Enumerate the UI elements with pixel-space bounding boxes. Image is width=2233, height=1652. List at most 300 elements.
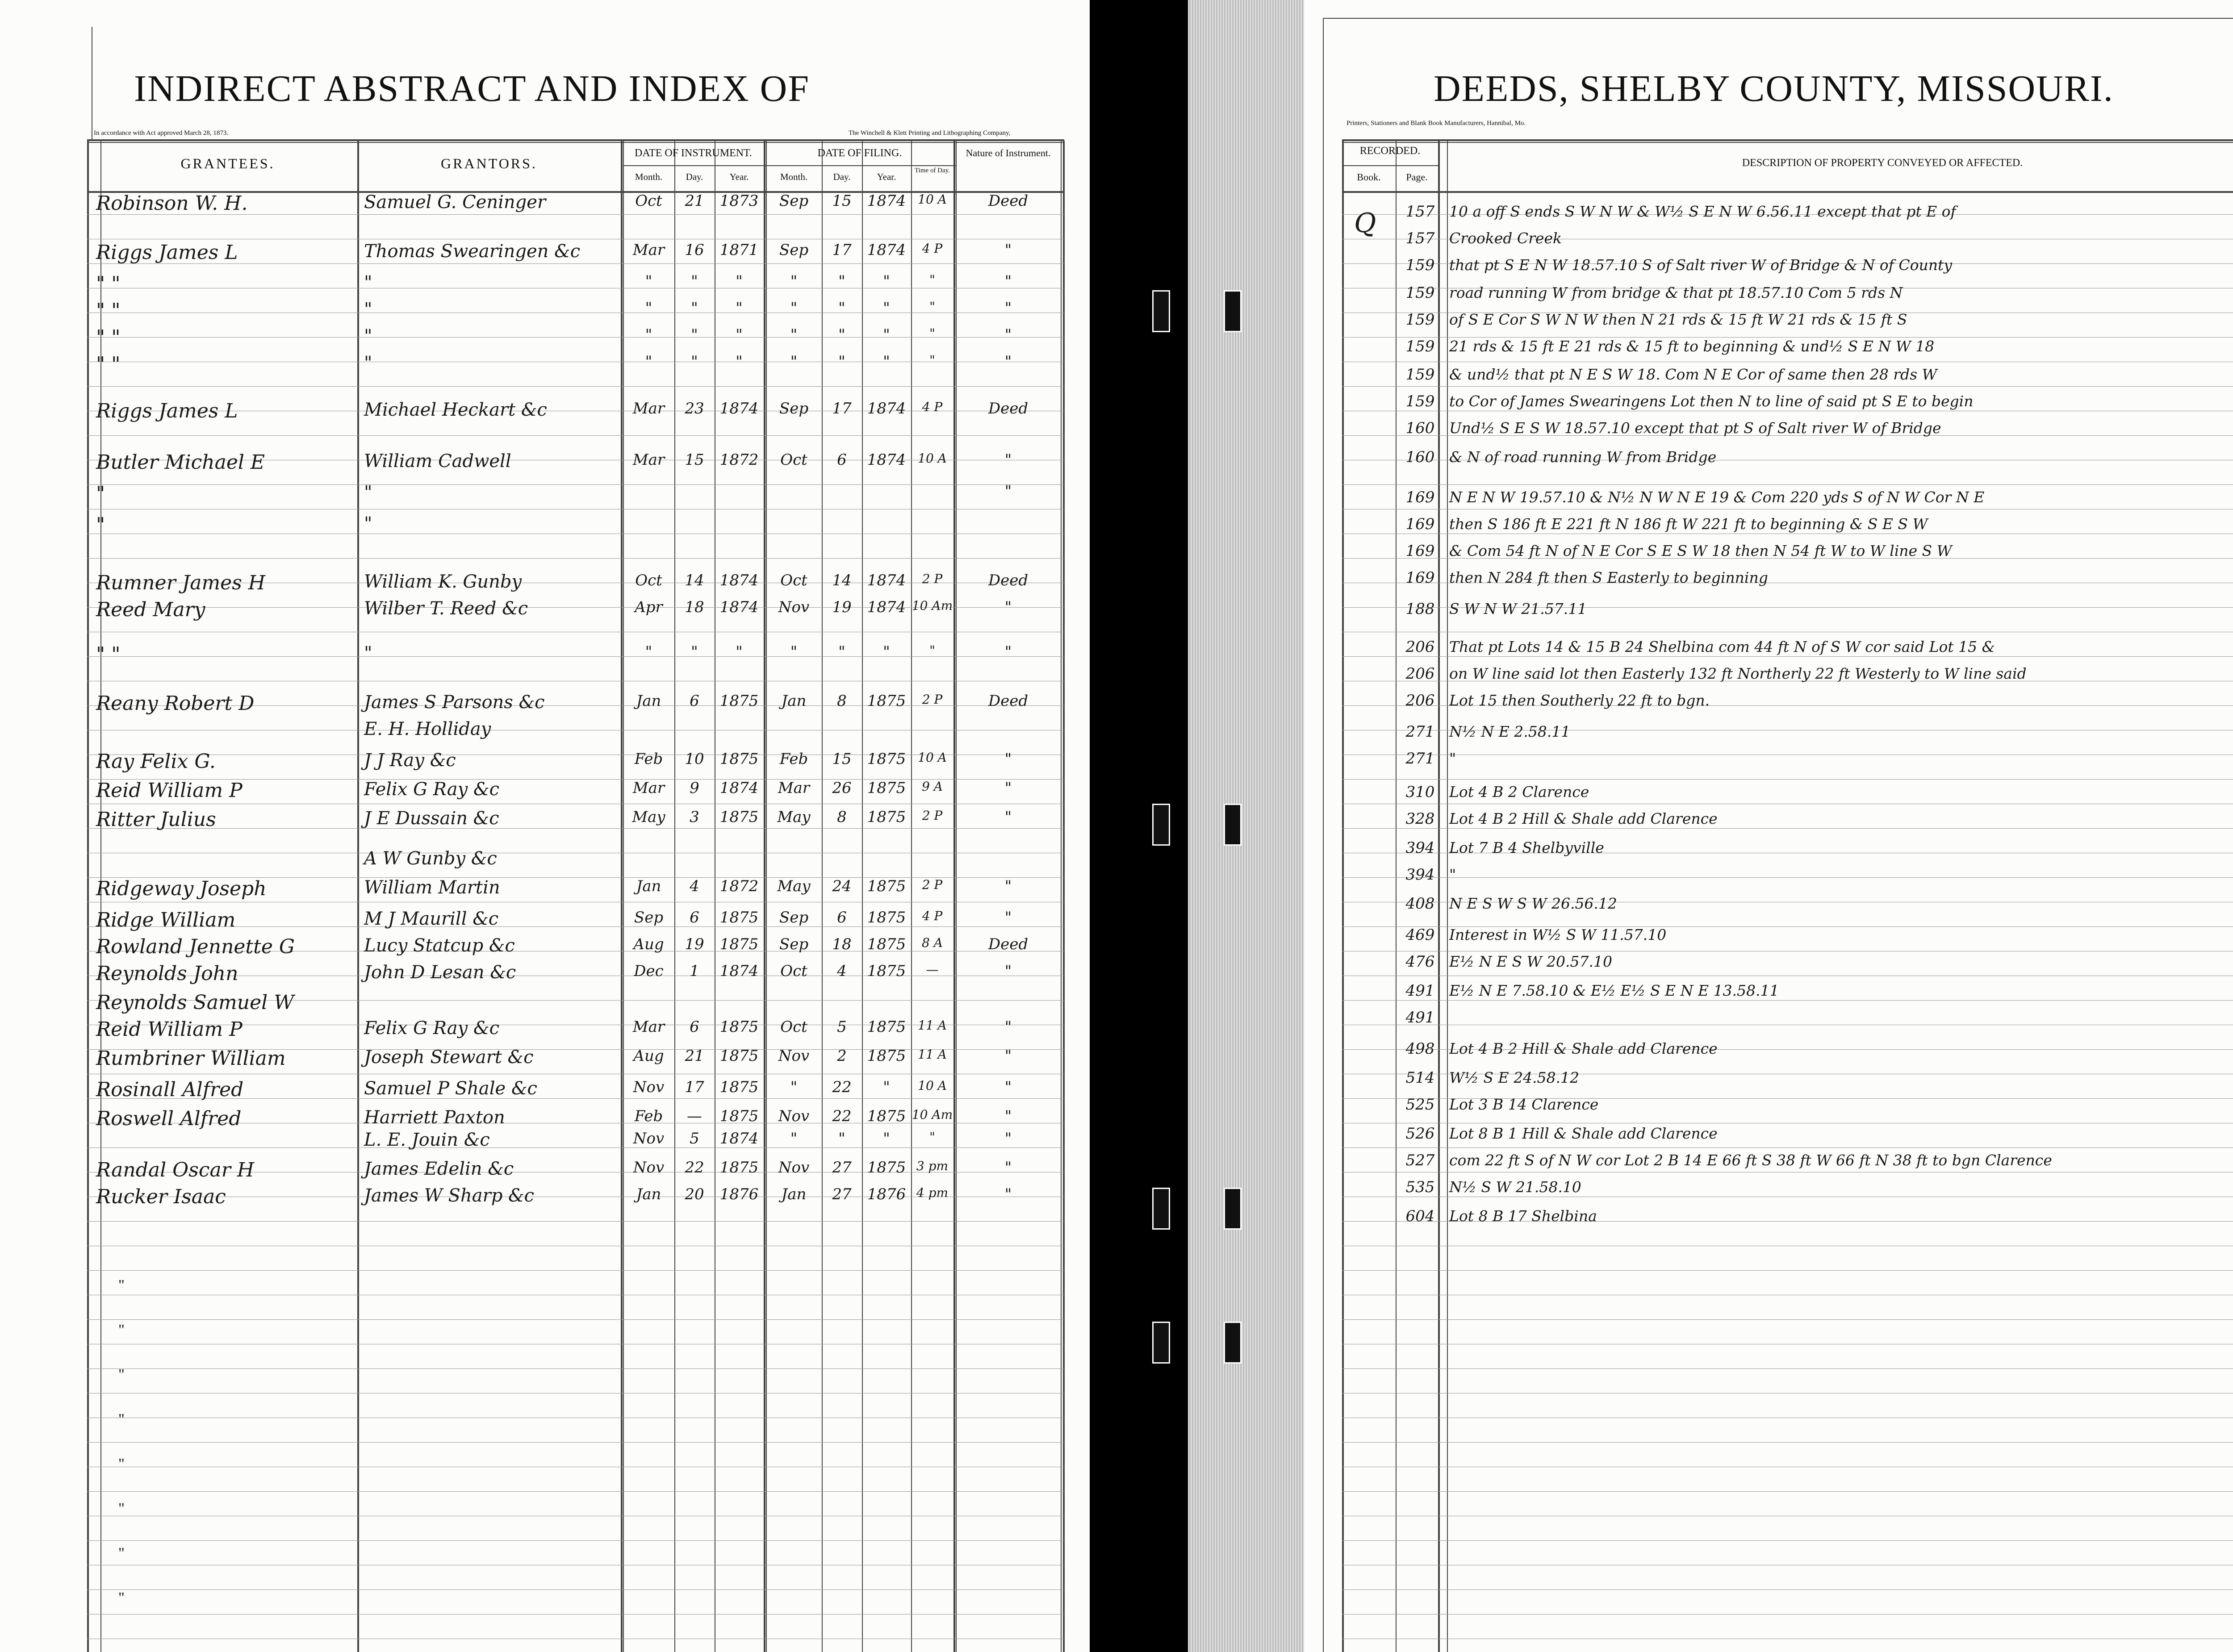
ruled-line: [87, 386, 1064, 387]
instrument-day: 15: [685, 451, 704, 469]
instrument-day: 21: [685, 192, 704, 210]
instrument-day: 5: [690, 1130, 699, 1147]
property-description: That pt Lots 14 & 15 B 24 Shelbina com 44 ft N of S W cor said Lot 15 &: [1449, 638, 1995, 655]
instrument-year: 1875: [719, 808, 759, 826]
property-description: Lot 4 B 2 Hill & Shale add Clarence: [1449, 1040, 1718, 1057]
instrument-day: ": [691, 272, 698, 290]
instrument-month: ": [645, 326, 652, 344]
instrument-year: 1875: [719, 1018, 759, 1036]
instrument-nature: Deed: [988, 400, 1029, 417]
top-rule: [1323, 18, 2233, 19]
filing-time: 2 P: [922, 877, 943, 892]
filing-day: 22: [832, 1107, 852, 1125]
instrument-month: Mar: [632, 400, 665, 417]
grantee-name: Roswell Alfred: [96, 1107, 242, 1130]
grantee-name: Rowland Jennette G: [96, 935, 295, 958]
filing-time: 4 pm: [916, 1185, 949, 1200]
instrument-nature: ": [1004, 1185, 1012, 1203]
binding-hole: [1152, 1322, 1170, 1364]
grantee-name: Ridgeway Joseph: [96, 877, 267, 900]
ruled-line: [87, 1270, 1064, 1271]
binding-hole: [1224, 1322, 1242, 1364]
instrument-nature: ": [1004, 299, 1012, 317]
instrument-nature: ": [1004, 1159, 1012, 1176]
recorded-page-number: 469: [1405, 926, 1435, 944]
ruled-line: [87, 1442, 1064, 1443]
property-description: Lot 4 B 2 Clarence: [1449, 783, 1589, 801]
header-rule: [1342, 142, 2233, 143]
instrument-year: 1875: [719, 935, 759, 953]
property-description: & N of road running W from Bridge: [1449, 448, 1717, 466]
property-description: Lot 3 B 14 Clarence: [1449, 1096, 1599, 1113]
filing-day: ": [838, 1130, 845, 1147]
property-description: Lot 8 B 17 Shelbina: [1449, 1207, 1597, 1225]
grantee-name: " ": [96, 353, 121, 375]
ruled-line: [87, 484, 1064, 485]
filing-day: 8: [837, 808, 847, 826]
instrument-year: 1875: [719, 909, 759, 926]
filing-day: 8: [837, 692, 847, 710]
left-ledger-page: [0, 0, 1090, 1652]
instrument-month: Jan: [636, 692, 661, 710]
instrument-nature: Deed: [988, 572, 1029, 589]
recorded-page-number: 160: [1405, 419, 1435, 437]
column-rule: [621, 141, 623, 1652]
filing-month: May: [777, 808, 811, 826]
instrument-day: 3: [690, 808, 699, 826]
ruled-line: [87, 1319, 1064, 1320]
ruled-line: [87, 828, 1064, 829]
instrument-year: 1876: [719, 1185, 759, 1203]
grantee-name: Riggs James L: [96, 241, 238, 264]
instrument-year: 1875: [719, 1159, 759, 1176]
instrument-nature: ": [1004, 1018, 1012, 1036]
filing-time: ": [929, 326, 935, 341]
filing-day: 22: [832, 1078, 852, 1096]
date-instrument-header: DATE OF INSTRUMENT.: [635, 147, 752, 159]
instrument-year: 1875: [719, 692, 759, 710]
property-description: Interest in W½ S W 11.57.10: [1449, 926, 1667, 943]
grantee-name: Riggs James L: [96, 400, 238, 422]
filing-month: Jan: [781, 692, 807, 710]
instrument-month: Mar: [632, 1018, 665, 1036]
ruled-line: [87, 1589, 1064, 1590]
grantor-name: Samuel G. Ceninger: [364, 192, 546, 213]
ruled-line: [87, 1147, 1064, 1148]
instrument-nature: ": [1004, 353, 1012, 371]
instrument-nature: ": [1004, 1078, 1012, 1096]
instrument-month: Nov: [633, 1130, 665, 1147]
property-description: N E S W S W 26.56.12: [1449, 895, 1617, 912]
instrument-month: ": [645, 272, 652, 290]
filing-month: Jan: [781, 1185, 807, 1203]
grantor-name: Samuel P Shale &c: [364, 1078, 537, 1099]
filing-day: 6: [837, 451, 847, 469]
instrument-year: 1874: [719, 572, 759, 589]
instrument-day: 17: [685, 1078, 704, 1096]
instrument-day: —: [687, 1107, 702, 1125]
filing-day: 15: [832, 192, 852, 210]
filing-month: May: [777, 877, 811, 895]
instrument-day: 21: [685, 1047, 704, 1065]
property-description: E½ N E 7.58.10 & E½ E½ S E N E 13.58.11: [1449, 982, 1779, 999]
grantor-name: William Martin: [364, 877, 500, 898]
recorded-page-number: 157: [1405, 229, 1435, 247]
ruled-line: [1342, 1147, 2233, 1148]
filing-month: Oct: [780, 451, 807, 469]
recorded-page-number: 271: [1405, 723, 1435, 741]
filing-month: Oct: [780, 572, 807, 589]
filing-year: 1875: [867, 1107, 906, 1125]
filing-day: 19: [832, 598, 852, 616]
header-rule: [1342, 139, 2233, 141]
instrument-month: Feb: [634, 750, 663, 768]
recorded-page-number: 206: [1405, 692, 1435, 709]
grantor-name: Felix G Ray &c: [364, 779, 499, 800]
recorded-page-number: 159: [1405, 366, 1435, 384]
instrument-day: 6: [690, 692, 699, 710]
left-page-title: INDIRECT ABSTRACT AND INDEX OF: [134, 68, 810, 109]
property-description: Lot 15 then Southerly 22 ft to bgn.: [1449, 692, 1710, 709]
instrument-month: ": [645, 353, 652, 371]
property-description: on W line said lot then Easterly 132 ft Northerly 22 ft Westerly to W line said: [1449, 665, 2027, 682]
instrument-month: Feb: [634, 1107, 663, 1125]
grantee-name: Rosinall Alfred: [96, 1078, 244, 1101]
filing-year: 1875: [867, 1159, 906, 1176]
instrument-year: 1875: [719, 750, 759, 768]
recorded-page-number: 526: [1405, 1125, 1435, 1143]
property-description: N E N W 19.57.10 & N½ N W N E 19 & Com 220 yds S of N W Cor N E: [1449, 488, 1985, 506]
filing-month: ": [790, 1130, 798, 1147]
filing-year: 1875: [867, 808, 906, 826]
ruled-line: [87, 558, 1064, 559]
recorded-page-number: 206: [1405, 665, 1435, 683]
filing-year: 1874: [867, 192, 906, 210]
grantor-name: ": [364, 482, 372, 503]
column-rule: [1063, 141, 1065, 1652]
instrument-year: ": [736, 353, 743, 371]
instrument-day: 6: [690, 909, 699, 926]
filing-day: 27: [832, 1159, 852, 1176]
time-of-day-header: Time of Day.: [915, 167, 950, 174]
instrument-month: Aug: [633, 935, 664, 953]
header-rule: [87, 139, 1064, 141]
filing-year: 1875: [867, 750, 906, 768]
grantee-name: Reynolds John: [96, 962, 238, 985]
instrument-year: 1875: [719, 1107, 759, 1125]
filing-month: Sep: [779, 400, 809, 417]
book-letter: Q: [1354, 208, 1376, 239]
recorded-page-number: 408: [1405, 895, 1435, 913]
instrument-nature: ": [1004, 909, 1012, 926]
filing-year: 1874: [867, 241, 906, 259]
grantee-name: Reid William P: [96, 1018, 243, 1041]
grantee-name: Ridge William: [96, 909, 236, 931]
filing-day: ": [838, 299, 845, 317]
ruled-line: [1342, 1589, 2233, 1590]
grantee-name: Randal Oscar H: [96, 1159, 255, 1181]
filing-year: 1875: [867, 962, 906, 980]
year-header: Year.: [729, 171, 749, 182]
recorded-page-number: 394: [1405, 839, 1435, 857]
property-description: road running W from bridge & that pt 18.57.10 Com 5 rds N: [1449, 284, 1903, 301]
instrument-day: 14: [685, 572, 704, 589]
instrument-year: 1874: [719, 962, 759, 980]
property-description: Lot 4 B 2 Hill & Shale add Clarence: [1449, 810, 1718, 827]
instrument-year: ": [736, 643, 743, 661]
recorded-page-number: 476: [1405, 953, 1435, 971]
instrument-month: ": [645, 643, 652, 661]
filing-day: 5: [837, 1018, 847, 1036]
grantor-name: William Cadwell: [364, 451, 511, 471]
header-rule: [1342, 165, 1439, 166]
recorded-page-number: 159: [1405, 338, 1435, 355]
grantor-name: Lucy Statcup &c: [364, 935, 515, 956]
ditto-mark: ": [118, 1322, 125, 1338]
binding-hole: [1224, 1188, 1242, 1230]
filing-year: ": [883, 353, 890, 371]
recorded-page-number: 271: [1405, 750, 1435, 768]
binding-hole: [1224, 290, 1242, 332]
filing-year: 1875: [867, 692, 906, 710]
filing-time: 10 Am: [912, 1107, 953, 1122]
filing-year: 1875: [867, 877, 906, 895]
column-rule: [1447, 141, 1448, 1652]
recorded-page-number: 159: [1405, 284, 1435, 302]
filing-year: 1876: [867, 1185, 906, 1203]
ruled-line: [1342, 1270, 2233, 1271]
filing-time: —: [926, 962, 939, 977]
instrument-month: Nov: [633, 1159, 665, 1176]
filing-month: Mar: [778, 779, 810, 797]
filing-time: 4 P: [922, 241, 943, 256]
filing-day: ": [838, 353, 845, 371]
grantee-name: " ": [96, 272, 121, 295]
grantor-name: ": [364, 513, 372, 534]
instrument-year: 1874: [719, 1130, 759, 1147]
grantor-name: M J Maurill &c: [364, 909, 499, 929]
filing-day: 18: [832, 935, 852, 953]
header-rule: [1342, 191, 2233, 193]
ruled-line: [87, 1368, 1064, 1369]
grantor-name: James Edelin &c: [364, 1159, 514, 1179]
ditto-mark: ": [118, 1456, 125, 1472]
ruled-line: [1342, 1442, 2233, 1443]
filing-time: ": [929, 643, 935, 658]
grantee-name: Reany Robert D: [96, 692, 255, 715]
filing-month-header: Month.: [780, 171, 808, 182]
grantor-name: ": [364, 326, 372, 346]
instrument-month: Dec: [634, 962, 664, 980]
recorded-page-number: 491: [1405, 982, 1435, 1000]
property-description: N½ S W 21.58.10: [1449, 1178, 1581, 1196]
grantor-name: ": [364, 353, 372, 373]
ruled-line: [1342, 656, 2233, 657]
grantee-name: Robinson W. H.: [96, 192, 248, 215]
instrument-year: ": [736, 272, 743, 290]
filing-time: ": [929, 1130, 935, 1144]
instrument-year: 1872: [719, 877, 759, 895]
filing-time: 11 A: [918, 1047, 947, 1062]
grantor-name: William K. Gunby: [364, 572, 522, 592]
ruled-line: [1342, 484, 2233, 485]
ruled-line: [1342, 1540, 2233, 1541]
day-header: Day.: [686, 171, 703, 182]
instrument-nature: ": [1004, 808, 1012, 826]
instrument-month: ": [645, 299, 652, 317]
filing-day: ": [838, 272, 845, 290]
grantee-name: Rumbriner William: [96, 1047, 286, 1070]
grantor-name: Thomas Swearingen &c: [364, 241, 581, 262]
recorded-page-number: 159: [1405, 256, 1435, 274]
filing-day-header: Day.: [833, 171, 851, 182]
stationer-note: Printers, Stationers and Blank Book Manufacturers, Hannibal, Mo.: [1346, 120, 1526, 127]
header-rule: [87, 142, 1064, 143]
ruled-line: [1342, 877, 2233, 878]
instrument-day: ": [691, 353, 698, 371]
instrument-day: 19: [685, 935, 704, 953]
grantor-name: J E Dussain &c: [364, 808, 499, 829]
instrument-day: 20: [685, 1185, 704, 1203]
month-header: Month.: [635, 171, 663, 182]
instrument-month: Oct: [635, 572, 662, 589]
instrument-year: 1874: [719, 779, 759, 797]
property-description: N½ N E 2.58.11: [1449, 723, 1571, 740]
recorded-page-number: 310: [1405, 783, 1435, 801]
filing-day: 14: [832, 572, 852, 589]
recorded-page-number: 525: [1405, 1096, 1435, 1114]
header-rule: [623, 165, 956, 166]
instrument-nature: ": [1004, 779, 1012, 797]
recorded-page-number: 169: [1405, 515, 1435, 533]
filing-time: 10 A: [918, 1078, 947, 1093]
filing-year: 1874: [867, 400, 906, 417]
filing-day: ": [838, 326, 845, 344]
filing-time: 10 A: [918, 192, 947, 207]
filing-year: 1875: [867, 1018, 906, 1036]
grantor-name: E. H. Holliday: [364, 719, 491, 739]
instrument-month: Nov: [633, 1078, 665, 1096]
filing-year: ": [883, 299, 890, 317]
instrument-year: 1873: [719, 192, 759, 210]
filing-year: 1875: [867, 1047, 906, 1065]
filing-year: ": [883, 1078, 890, 1096]
grantor-name: ": [364, 643, 372, 663]
grantor-name: ": [364, 272, 372, 293]
grantee-name: Rucker Isaac: [96, 1185, 226, 1208]
instrument-year: 1872: [719, 451, 759, 469]
margin-rule: [1323, 18, 1324, 1652]
filing-time: 3 pm: [916, 1159, 949, 1173]
recorded-page-number: 394: [1405, 866, 1435, 884]
filing-year: ": [883, 326, 890, 344]
filing-month: ": [790, 326, 798, 344]
grantor-name: Michael Heckart &c: [364, 400, 547, 420]
instrument-day: 1: [690, 962, 699, 980]
filing-day: 17: [832, 241, 852, 259]
column-rule: [764, 141, 765, 1652]
filing-year: 1875: [867, 909, 906, 926]
filing-month: Sep: [779, 935, 809, 953]
property-description: that pt S E N W 18.57.10 S of Salt river W of Bridge & N of County: [1449, 256, 1952, 274]
filing-time: ": [929, 353, 935, 367]
grantee-name: " ": [96, 326, 121, 349]
property-description: ": [1449, 750, 1456, 767]
ditto-mark: ": [118, 1277, 125, 1293]
printer-note: The Winchell & Klett Printing and Lithographing Company,: [849, 129, 1011, 137]
recorded-page-number: 188: [1405, 600, 1435, 618]
instrument-month: Mar: [632, 241, 665, 259]
instrument-day: 23: [685, 400, 704, 417]
instrument-month: May: [632, 808, 665, 826]
filing-month: Feb: [779, 750, 808, 768]
binding-hole: [1224, 804, 1242, 846]
filing-month: Nov: [778, 1107, 810, 1125]
instrument-nature: ": [1004, 272, 1012, 290]
recorded-page-number: 159: [1405, 311, 1435, 329]
instrument-year: ": [736, 326, 743, 344]
grantor-name: J J Ray &c: [364, 750, 456, 771]
grantee-name: Ray Felix G.: [96, 750, 216, 773]
filing-year: ": [883, 643, 890, 661]
ruled-line: [87, 1540, 1064, 1541]
filing-month: ": [790, 272, 798, 290]
filing-year: 1874: [867, 598, 906, 616]
filing-day: 27: [832, 1185, 852, 1203]
property-description: & und½ that pt N E S W 18. Com N E Cor of same then 28 rds W: [1449, 366, 1937, 383]
ruled-line: [87, 1221, 1064, 1222]
right-ledger-page: [1304, 0, 2233, 1652]
filing-month: Sep: [779, 241, 809, 259]
column-rule: [1061, 141, 1062, 1652]
filing-day: 24: [832, 877, 852, 895]
filing-day: 6: [837, 909, 847, 926]
instrument-nature: ": [1004, 1130, 1012, 1147]
instrument-nature: ": [1004, 1047, 1012, 1065]
recorded-page-number: 535: [1405, 1178, 1435, 1196]
filing-time: ": [929, 272, 935, 287]
instrument-year: 1875: [719, 1078, 759, 1096]
ditto-mark: ": [118, 1411, 125, 1427]
instrument-day: ": [691, 299, 698, 317]
property-description: & Com 54 ft N of N E Cor S E S W 18 then N 54 ft W to W line S W: [1449, 542, 1952, 559]
recorded-page-number: 527: [1405, 1151, 1435, 1169]
instrument-month: Sep: [634, 909, 664, 926]
filing-year: ": [883, 1130, 890, 1147]
property-description: Und½ S E S W 18.57.10 except that pt S of Salt river W of Bridge: [1449, 419, 1941, 437]
right-page-title: DEEDS, SHELBY COUNTY, MISSOURI.: [1434, 68, 2114, 109]
property-description: W½ S E 24.58.12: [1449, 1069, 1580, 1086]
grantee-name: Reynolds Samuel W: [96, 991, 294, 1014]
filing-month: ": [790, 1078, 798, 1096]
instrument-nature: ": [1004, 451, 1012, 469]
instrument-year: 1871: [719, 241, 759, 259]
property-description: ": [1449, 866, 1456, 883]
binding-hole: [1152, 290, 1170, 332]
filing-month: Nov: [778, 1159, 810, 1176]
filing-day: ": [838, 643, 845, 661]
recorded-page-number: 514: [1405, 1069, 1435, 1087]
filing-time: 2 P: [922, 572, 943, 586]
filing-day: 2: [837, 1047, 847, 1065]
instrument-month: Apr: [635, 598, 663, 616]
grantee-name: ": [96, 482, 105, 505]
grantor-name: Wilber T. Reed &c: [364, 598, 528, 619]
description-header: DESCRIPTION OF PROPERTY CONVEYED OR AFFECTED.: [1742, 157, 2023, 169]
filing-time: 10 Am: [912, 598, 953, 613]
recorded-page-number: 169: [1405, 488, 1435, 506]
nature-header: Nature of Instrument.: [966, 147, 1051, 159]
